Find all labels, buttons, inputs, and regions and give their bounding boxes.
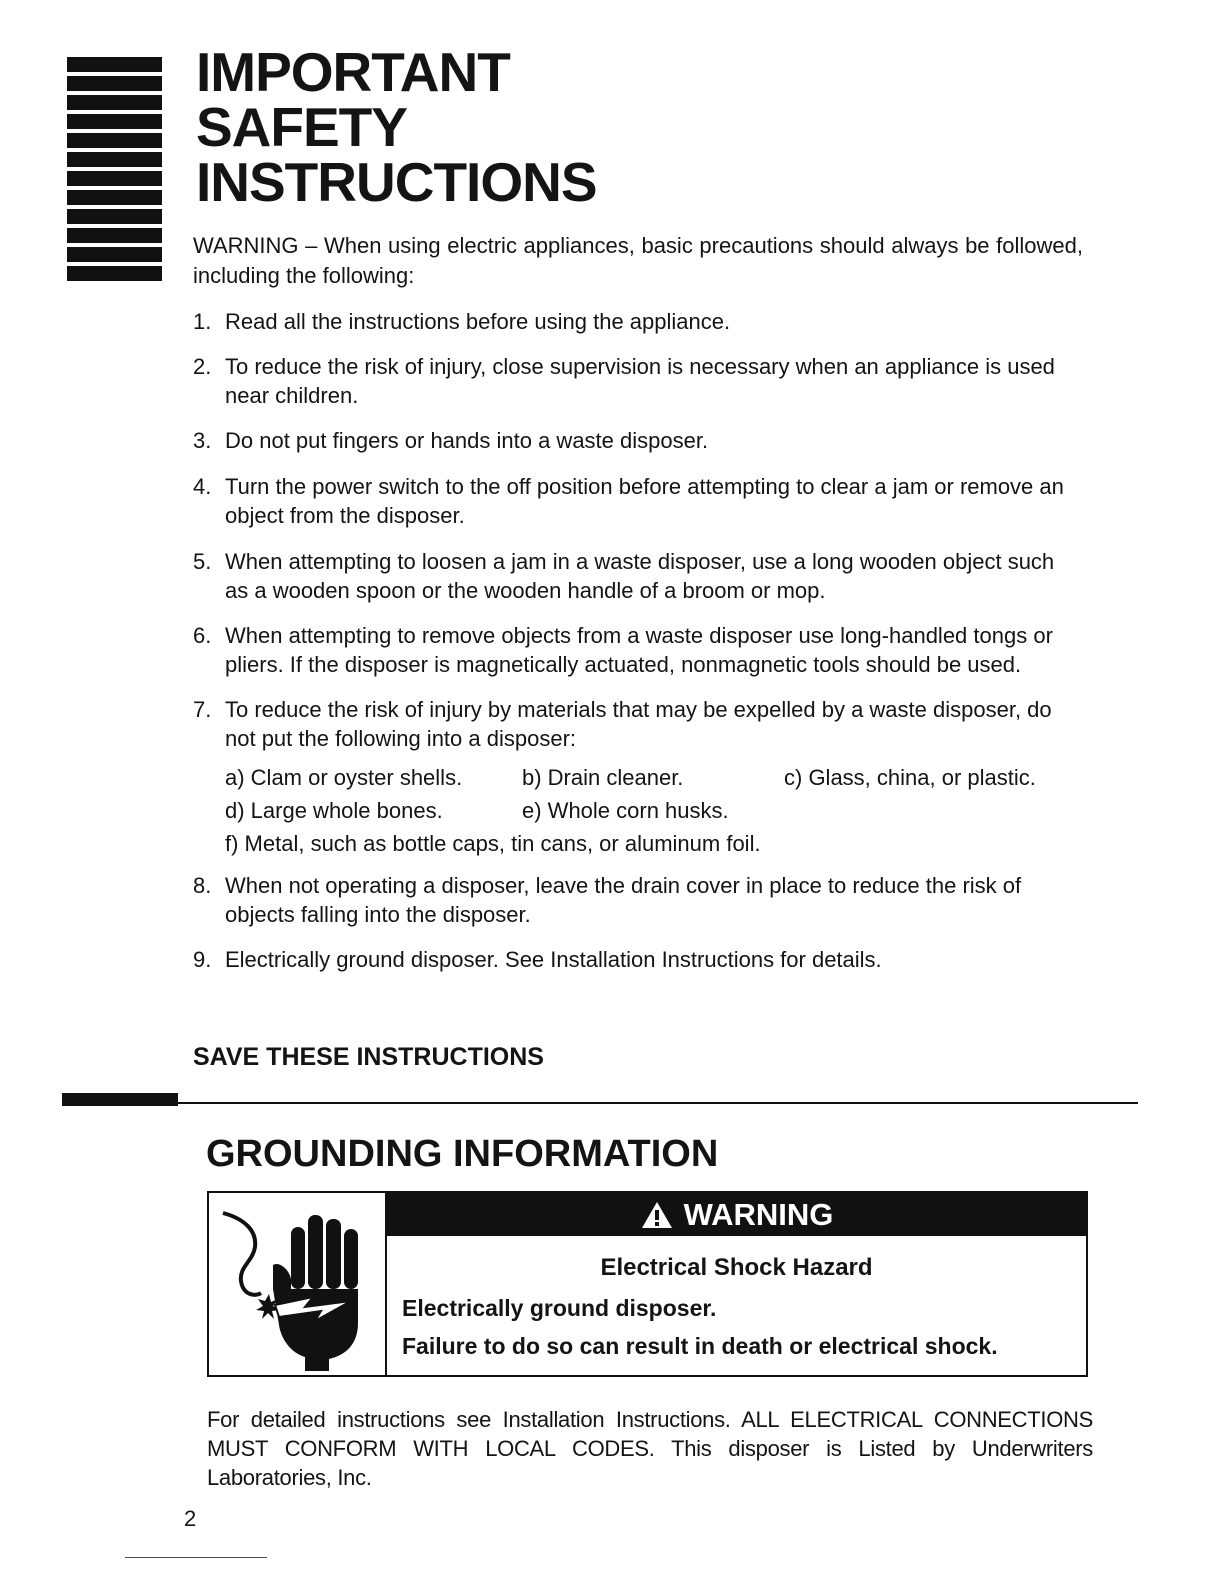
item-text: Turn the power switch to the off position before attempting to clear a jam or remove an object from the disposer. <box>225 474 1064 528</box>
list-item <box>193 307 1083 336</box>
item-number: 1. <box>193 309 212 334</box>
item-number: 7. <box>193 697 212 722</box>
item-number: 5. <box>193 549 212 574</box>
item-text: Read all the instructions before using the appliance. <box>225 309 731 334</box>
divider-line <box>178 1102 1138 1104</box>
sub-item-d: d) Large whole bones. <box>225 798 443 823</box>
item-text: When not operating a disposer, leave the drain cover in place to reduce the risk of objects falling into the disposer. <box>225 873 1022 927</box>
sub-item-b: b) Drain cleaner. <box>522 765 684 790</box>
footer-rule <box>125 1557 267 1558</box>
divider-thick <box>62 1093 178 1106</box>
grounding-heading: GROUNDING INFORMATION <box>206 1133 719 1175</box>
list-item <box>193 547 1083 605</box>
title-line-2: SAFETY <box>196 96 407 158</box>
list-item <box>193 352 1083 410</box>
list-item <box>193 871 1083 929</box>
title-line-1: IMPORTANT <box>196 41 510 103</box>
item-text: To reduce the risk of injury by materials that may be expelled by a waste disposer, do not put the following into a disposer: <box>225 697 1052 751</box>
list-item <box>193 945 1083 974</box>
excluded-items-table <box>225 761 1083 860</box>
warning-banner <box>387 1193 1086 1236</box>
electrical-shock-hand-icon <box>209 1193 387 1375</box>
hazard-consequence: Failure to do so can result in death or electrical shock. <box>402 1333 998 1359</box>
hazard-instruction: Electrically ground disposer. <box>402 1295 717 1321</box>
item-text: When attempting to loosen a jam in a waste disposer, use a long wooden object such as a wooden spoon or the wooden handle of a broom or mop. <box>225 549 1055 603</box>
list-item <box>193 426 1083 455</box>
warning-box <box>207 1191 1088 1377</box>
item-number: 6. <box>193 623 212 648</box>
item-number: 2. <box>193 354 212 379</box>
sub-item-c: c) Glass, china, or plastic. <box>784 765 1036 790</box>
sub-item-e: e) Whole corn husks. <box>522 798 729 823</box>
warning-triangle-icon <box>640 1200 674 1230</box>
item-number: 3. <box>193 428 212 453</box>
footer-note: For detailed instructions see Installation Instructions. ALL ELECTRICAL CONNECTIONS MUST CONFORM WITH LOCAL CODES. This disposer is Listed by Underwriters Laboratories, Inc. <box>207 1407 1093 1490</box>
sub-item-f: f) Metal, such as bottle caps, tin cans, or aluminum foil. <box>225 831 761 856</box>
item-number: 4. <box>193 474 212 499</box>
decorative-stripe-bar <box>67 57 162 285</box>
item-text: When attempting to remove objects from a waste disposer use long-handled tongs or pliers. If the disposer is magnetically actuated, nonmagnetic tools should be used. <box>225 623 1053 677</box>
item-number: 9. <box>193 947 212 972</box>
page-title <box>196 41 597 213</box>
instruction-list <box>193 307 1083 974</box>
item-text: To reduce the risk of injury, close supervision is necessary when an appliance is used near children. <box>225 354 1055 408</box>
title-line-3: INSTRUCTIONS <box>196 151 597 213</box>
save-instructions: SAVE THESE INSTRUCTIONS <box>193 1043 544 1071</box>
sub-item-a: a) Clam or oyster shells. <box>225 765 463 790</box>
intro-warning: WARNING – When using electric appliances, basic precautions should always be followed, including the following: <box>193 233 1083 288</box>
item-text: Electrically ground disposer. See Installation Instructions for details. <box>225 947 882 972</box>
item-text: Do not put fingers or hands into a waste disposer. <box>225 428 709 453</box>
list-item <box>193 472 1083 530</box>
list-item <box>193 621 1083 679</box>
list-item <box>193 695 1083 753</box>
warning-label: WARNING <box>683 1196 834 1232</box>
hazard-title: Electrical Shock Hazard <box>600 1254 873 1281</box>
item-number: 8. <box>193 873 212 898</box>
page-number: 2 <box>184 1506 197 1531</box>
